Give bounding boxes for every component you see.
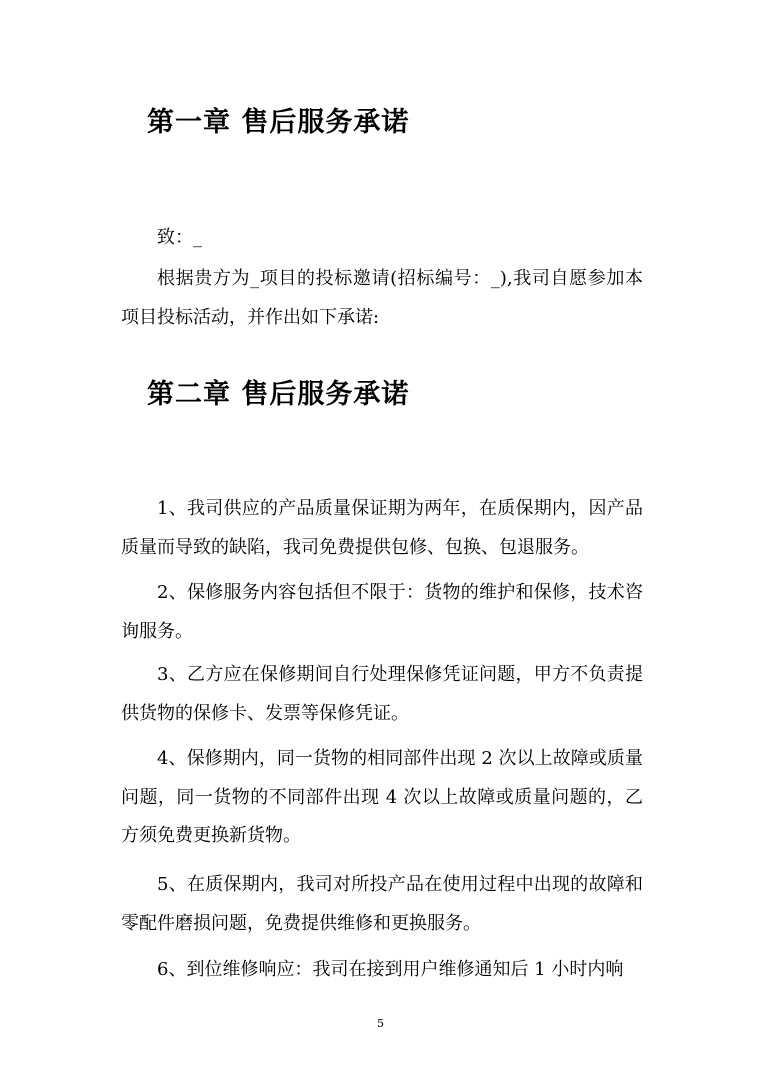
commitment-item-2: 2、保修服务内容包括但不限于：货物的维护和保修，技术咨询服务。 bbox=[121, 582, 643, 642]
chapter-1-title: 第一章 售后服务承诺 bbox=[147, 107, 410, 138]
commitment-item-1: 1、我司供应的产品质量保证期为两年，在质保期内，因产品质量而导致的缺陷，我司免费提供包修、包换、包退服务。 bbox=[121, 498, 643, 558]
intro-paragraph: 根据贵方为_项目的投标邀请(招标编号：_),我司自愿参加本项目投标活动，并作出如下承诺: bbox=[121, 268, 643, 328]
commitment-item-3: 3、乙方应在保修期间自行处理保修凭证问题，甲方不负责提供货物的保修卡、发票等保修凭证。 bbox=[121, 664, 643, 724]
commitment-item-5: 5、在质保期内，我司对所投产品在使用过程中出现的故障和零配件磨损问题，免费提供维修和更换服务。 bbox=[121, 874, 643, 934]
page-number: 5 bbox=[377, 1017, 384, 1030]
chapter-2-title: 第二章 售后服务承诺 bbox=[147, 379, 410, 410]
salutation: 致：_ bbox=[157, 227, 202, 248]
commitment-item-6: 6、到位维修响应：我司在接到用户维修通知后 1 小时内响 bbox=[157, 959, 624, 980]
commitment-item-4: 4、保修期内，同一货物的相同部件出现 2 次以上故障或质量问题，同一货物的不同部件出现 4 次以上故障或质量问题的，乙方须免费更换新货物。 bbox=[121, 748, 643, 846]
